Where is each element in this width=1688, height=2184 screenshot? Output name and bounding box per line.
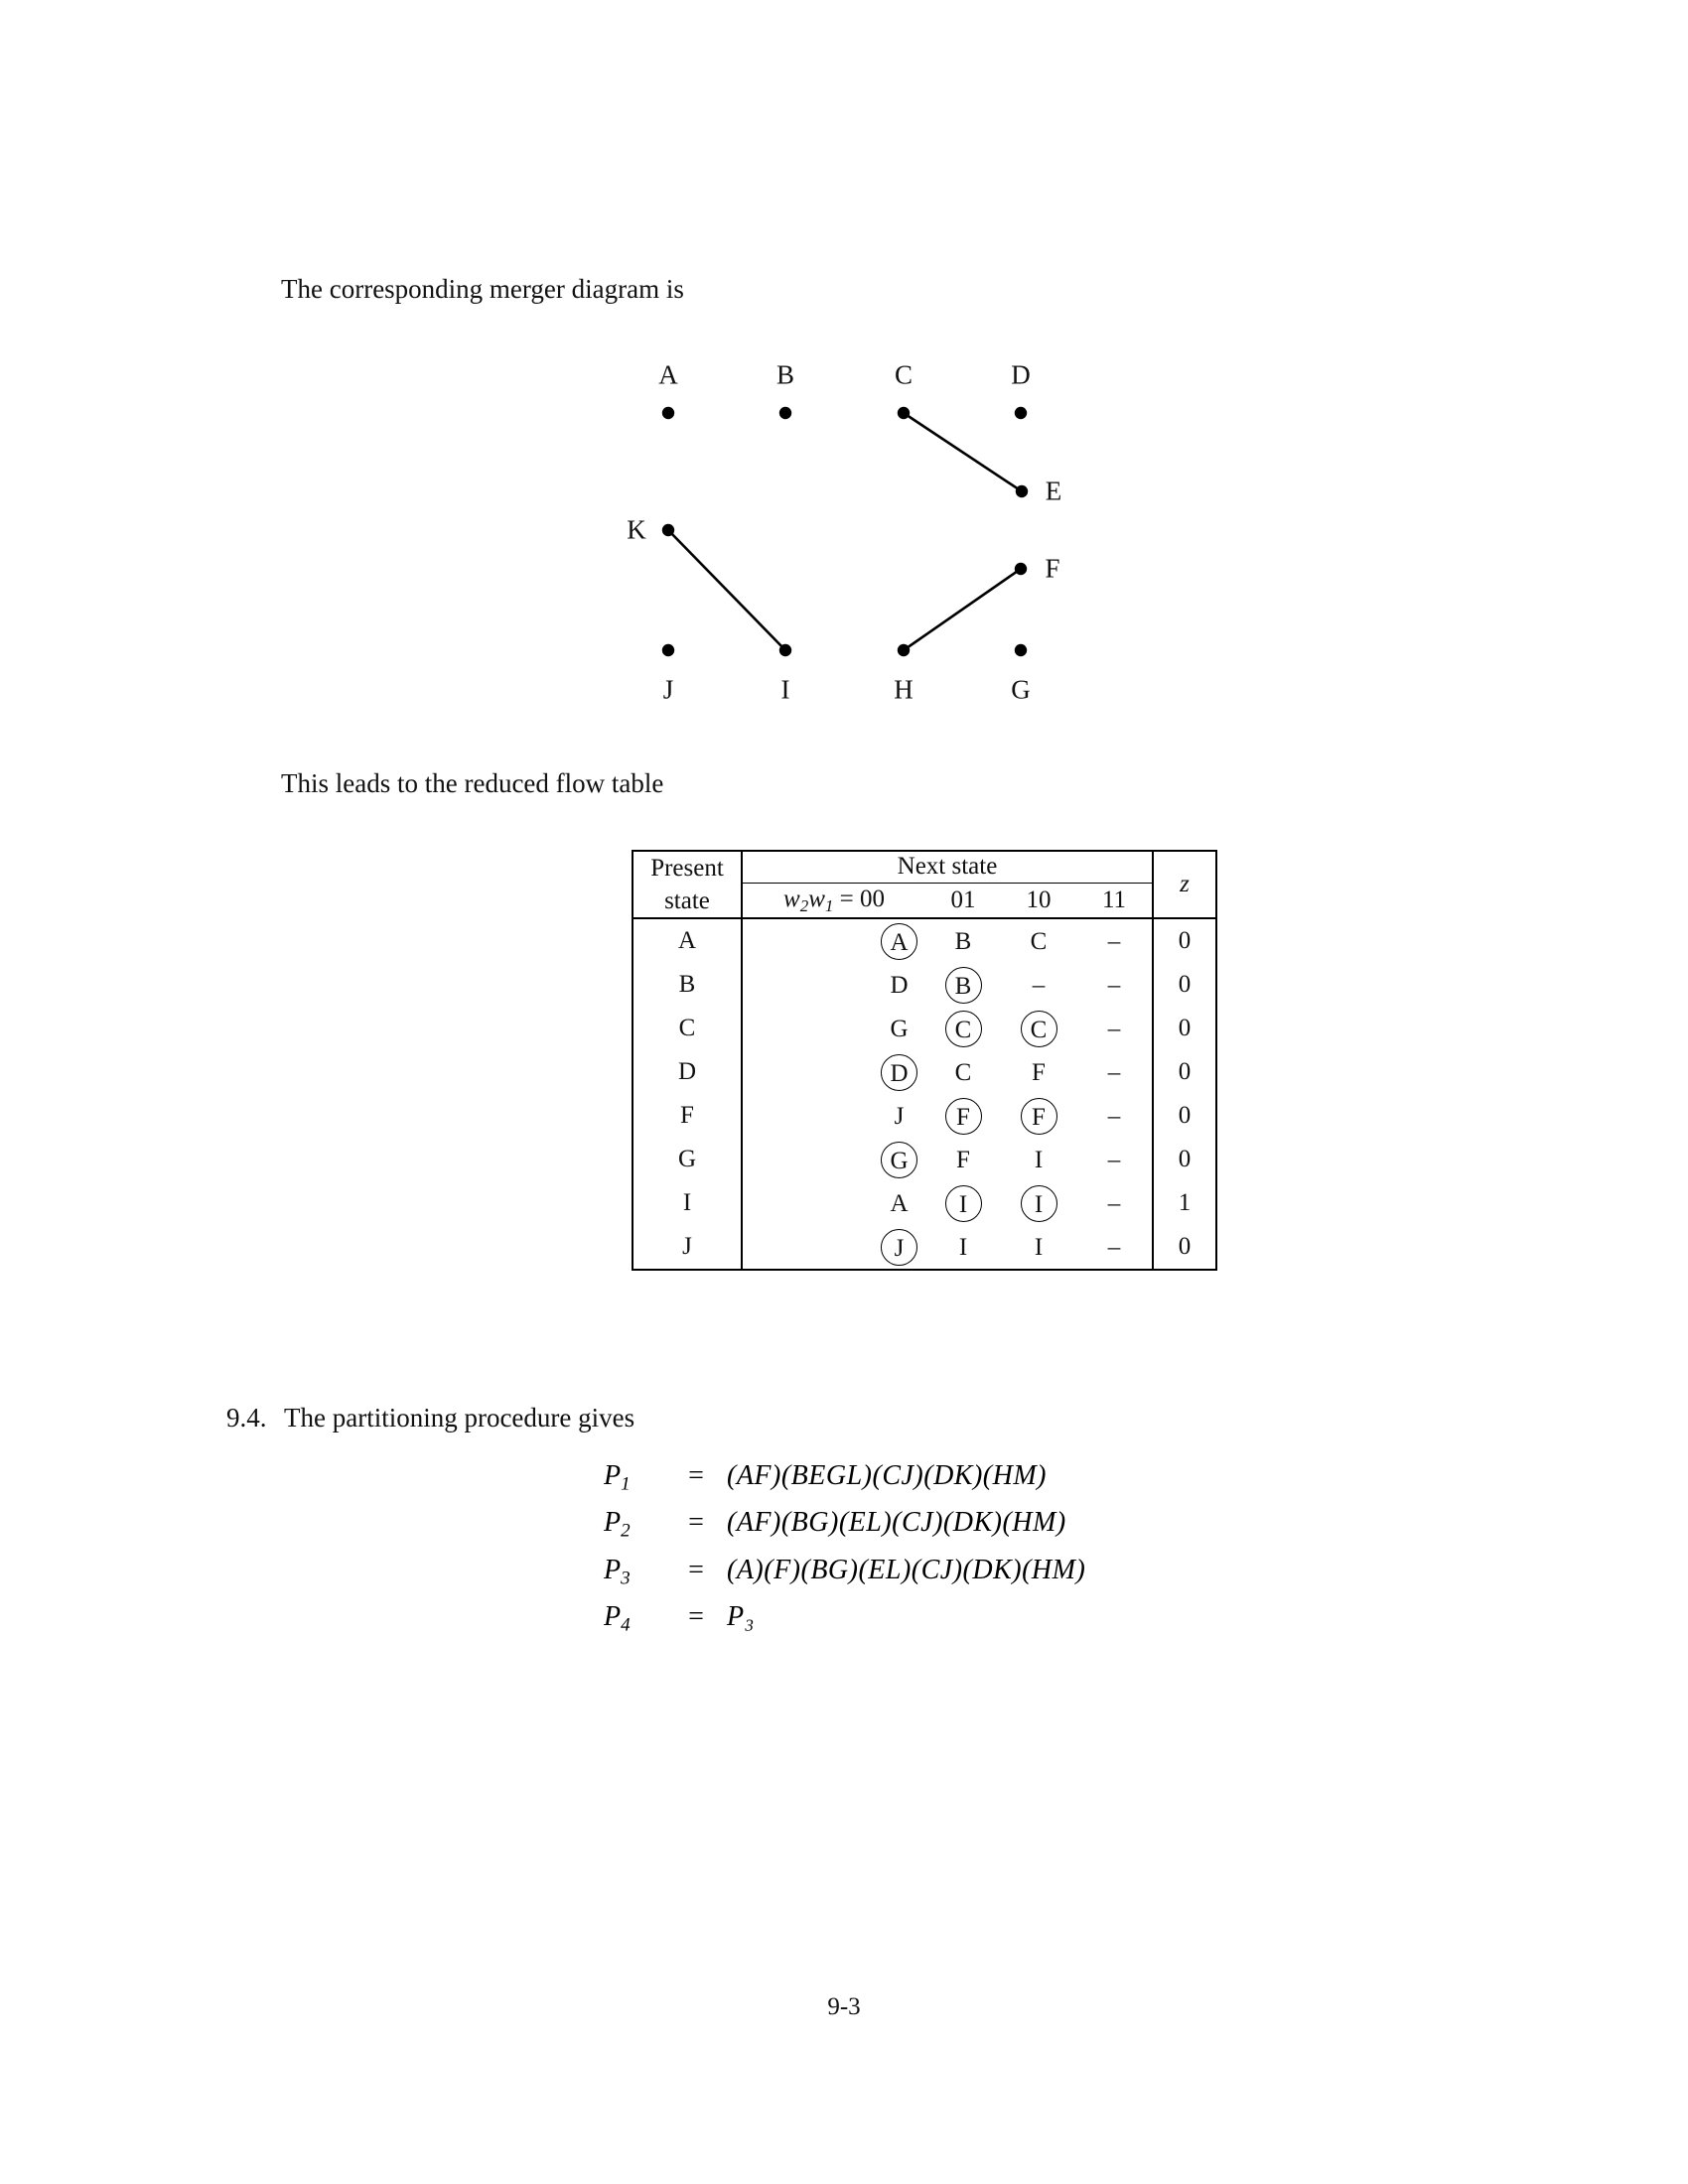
next-state-value: – <box>1032 971 1046 999</box>
merger-node-dot-F <box>1015 563 1027 575</box>
next-state-cell <box>1076 1225 1153 1270</box>
equation-lhs: $P_2$ <box>604 1507 631 1542</box>
page-number: 9-3 <box>827 1993 861 2020</box>
next-state-cell <box>1076 1181 1153 1225</box>
input-column-header-11: 11 <box>1076 883 1153 918</box>
next-state-cell <box>742 1225 925 1270</box>
equation-lhs: $P_1$ <box>604 1460 631 1495</box>
next-state-cell <box>1076 1094 1153 1138</box>
problem-number: 9.4. <box>226 1403 267 1433</box>
output-z-cell: 1 <box>1153 1181 1216 1225</box>
stable-state-marker: F <box>1021 1098 1057 1135</box>
next-state-cell <box>1076 1007 1153 1050</box>
stable-state-marker: I <box>1021 1185 1057 1222</box>
equation-list <box>604 1454 1085 1642</box>
merger-node-dot-G <box>1015 644 1027 656</box>
flow-table <box>632 850 1217 1271</box>
merger-edge-KI <box>668 530 785 650</box>
next-state-cell <box>742 963 925 1007</box>
equation-equals-sign: = <box>688 1600 704 1632</box>
next-state-cell <box>1001 918 1076 963</box>
output-z-cell: 0 <box>1153 1225 1216 1270</box>
next-state-value: – <box>1107 1189 1121 1217</box>
merger-node-label-C: C <box>894 359 914 390</box>
next-state-cell <box>1001 1094 1076 1138</box>
merger-node-label-A: A <box>658 359 678 390</box>
next-state-cell <box>925 1094 1001 1138</box>
flow-table-body <box>633 918 1216 1270</box>
table-row <box>633 918 1216 963</box>
next-state-value: – <box>1107 1102 1121 1130</box>
stable-state-marker: J <box>881 1229 917 1266</box>
output-z-cell: 0 <box>1153 918 1216 963</box>
table-row <box>633 1094 1216 1138</box>
output-z-cell: 0 <box>1153 1007 1216 1050</box>
merger-edge-HF <box>904 569 1021 650</box>
next-state-cell <box>1001 1225 1076 1270</box>
table-row <box>633 963 1216 1007</box>
next-state-value: B <box>954 927 972 955</box>
equation-lhs: $P_3$ <box>604 1554 631 1588</box>
merger-node-dot-K <box>662 524 674 536</box>
table-row <box>633 1007 1216 1050</box>
present-state-header <box>633 851 742 918</box>
present-state-cell: A <box>633 918 742 963</box>
merger-node-dot-A <box>662 407 674 419</box>
problem-statement: The partitioning procedure gives <box>284 1403 635 1433</box>
equation-lhs: $P_4$ <box>604 1600 631 1636</box>
equation-equals-sign: = <box>688 1507 704 1539</box>
next-state-cell <box>1076 963 1153 1007</box>
next-state-value: F <box>956 1146 970 1173</box>
next-state-value: I <box>1034 1146 1044 1173</box>
next-state-cell <box>925 1225 1001 1270</box>
stable-state-marker: C <box>1021 1011 1057 1047</box>
present-state-cell: C <box>633 1007 742 1050</box>
equation-rhs: (A)(F)(BG)(EL)(CJ)(DK)(HM) <box>727 1554 1086 1585</box>
next-state-cell <box>742 1050 925 1094</box>
reduced-flow-table <box>632 850 1217 1271</box>
next-state-value: I <box>1034 1233 1044 1261</box>
next-state-cell <box>925 1007 1001 1050</box>
output-z-cell: 0 <box>1153 963 1216 1007</box>
next-state-value: D <box>890 971 909 999</box>
merger-node-dot-H <box>898 644 910 656</box>
merger-node-dot-B <box>779 407 791 419</box>
input-column-header-01: 01 <box>925 883 1001 918</box>
next-state-value: – <box>1107 927 1121 955</box>
next-state-cell <box>925 1138 1001 1181</box>
next-state-cell <box>742 1007 925 1050</box>
flow-table-header <box>633 851 1216 918</box>
output-z-cell: 0 <box>1153 1138 1216 1181</box>
present-state-cell: G <box>633 1138 742 1181</box>
merger-edge-CE <box>904 413 1022 491</box>
merger-node-label-D: D <box>1011 359 1031 390</box>
table-row <box>633 1225 1216 1270</box>
next-state-value: C <box>1030 927 1048 955</box>
input-column-header-10: 10 <box>1001 883 1076 918</box>
next-state-cell <box>1076 1050 1153 1094</box>
next-state-cell <box>925 918 1001 963</box>
merger-diagram <box>596 338 1112 705</box>
merger-node-label-E: E <box>1045 476 1062 506</box>
present-state-cell: D <box>633 1050 742 1094</box>
next-state-cell <box>925 963 1001 1007</box>
merger-node-label-J: J <box>662 674 674 705</box>
merger-node-dot-J <box>662 644 674 656</box>
partition-equations <box>604 1454 1085 1642</box>
next-state-cell <box>742 1138 925 1181</box>
present-state-cell: I <box>633 1181 742 1225</box>
next-state-cell <box>742 1094 925 1138</box>
next-state-value: – <box>1107 1146 1121 1173</box>
next-state-cell <box>1001 1181 1076 1225</box>
next-state-value: J <box>894 1102 905 1130</box>
merger-node-label-I: I <box>780 674 790 705</box>
next-state-cell <box>1001 963 1076 1007</box>
table-row <box>633 1138 1216 1181</box>
table-row <box>633 1181 1216 1225</box>
merger-node-dot-C <box>898 407 910 419</box>
next-state-value: A <box>890 1189 909 1217</box>
equation-rhs: P₃ <box>727 1600 755 1632</box>
merger-node-label-H: H <box>894 674 914 705</box>
stable-state-marker: C <box>945 1011 982 1047</box>
equation-row <box>604 1501 1085 1548</box>
next-state-cell <box>742 918 925 963</box>
output-z-cell: 0 <box>1153 1050 1216 1094</box>
equation-row <box>604 1595 1085 1642</box>
next-state-value: G <box>890 1015 909 1042</box>
output-z-cell: 0 <box>1153 1094 1216 1138</box>
equation-equals-sign: = <box>688 1460 704 1491</box>
next-state-value: – <box>1107 971 1121 999</box>
next-state-cell <box>1001 1138 1076 1181</box>
present-state-header-line1: Present <box>650 855 724 882</box>
stable-state-marker: D <box>881 1054 917 1091</box>
next-state-header: Next state <box>742 851 1153 883</box>
next-state-cell <box>1076 1138 1153 1181</box>
present-state-cell: F <box>633 1094 742 1138</box>
next-state-cell <box>1001 1050 1076 1094</box>
next-state-cell <box>925 1181 1001 1225</box>
output-z-header: z <box>1153 851 1216 918</box>
reduced-flow-table-caption: This leads to the reduced flow table <box>281 768 664 798</box>
stable-state-marker: B <box>945 967 982 1004</box>
merger-node-label-B: B <box>775 359 795 390</box>
next-state-value: F <box>1032 1058 1046 1086</box>
present-state-cell: B <box>633 963 742 1007</box>
stable-state-marker: G <box>881 1142 917 1178</box>
next-state-value: – <box>1107 1015 1121 1042</box>
present-state-header-line2: state <box>664 887 710 914</box>
input-column-header-00: $w_2w_1 = 00$ <box>742 883 925 918</box>
present-state-cell: J <box>633 1225 742 1270</box>
stable-state-marker: F <box>945 1098 982 1135</box>
next-state-value: C <box>954 1058 972 1086</box>
equation-equals-sign: = <box>688 1554 704 1585</box>
next-state-cell <box>1076 918 1153 963</box>
next-state-cell <box>925 1050 1001 1094</box>
merger-node-dot-I <box>779 644 791 656</box>
table-row <box>633 1050 1216 1094</box>
stable-state-marker: A <box>881 923 917 960</box>
next-state-cell <box>742 1181 925 1225</box>
merger-diagram-graphic <box>596 338 1112 705</box>
intro-paragraph: The corresponding merger diagram is <box>281 274 684 304</box>
next-state-value: I <box>958 1233 968 1261</box>
next-state-cell <box>1001 1007 1076 1050</box>
merger-node-dot-D <box>1015 407 1027 419</box>
equation-row <box>604 1549 1085 1595</box>
equation-rhs: (AF)(BG)(EL)(CJ)(DK)(HM) <box>727 1507 1066 1539</box>
equation-rhs: (AF)(BEGL)(CJ)(DK)(HM) <box>727 1460 1047 1491</box>
stable-state-marker: I <box>945 1185 982 1222</box>
next-state-value: – <box>1107 1058 1121 1086</box>
merger-node-dot-E <box>1016 485 1028 497</box>
merger-node-label-K: K <box>627 514 646 545</box>
problem-heading <box>226 1403 634 1433</box>
merger-node-label-G: G <box>1011 674 1031 705</box>
merger-node-label-F: F <box>1045 553 1060 584</box>
equation-row <box>604 1454 1085 1501</box>
next-state-value: – <box>1107 1233 1121 1261</box>
